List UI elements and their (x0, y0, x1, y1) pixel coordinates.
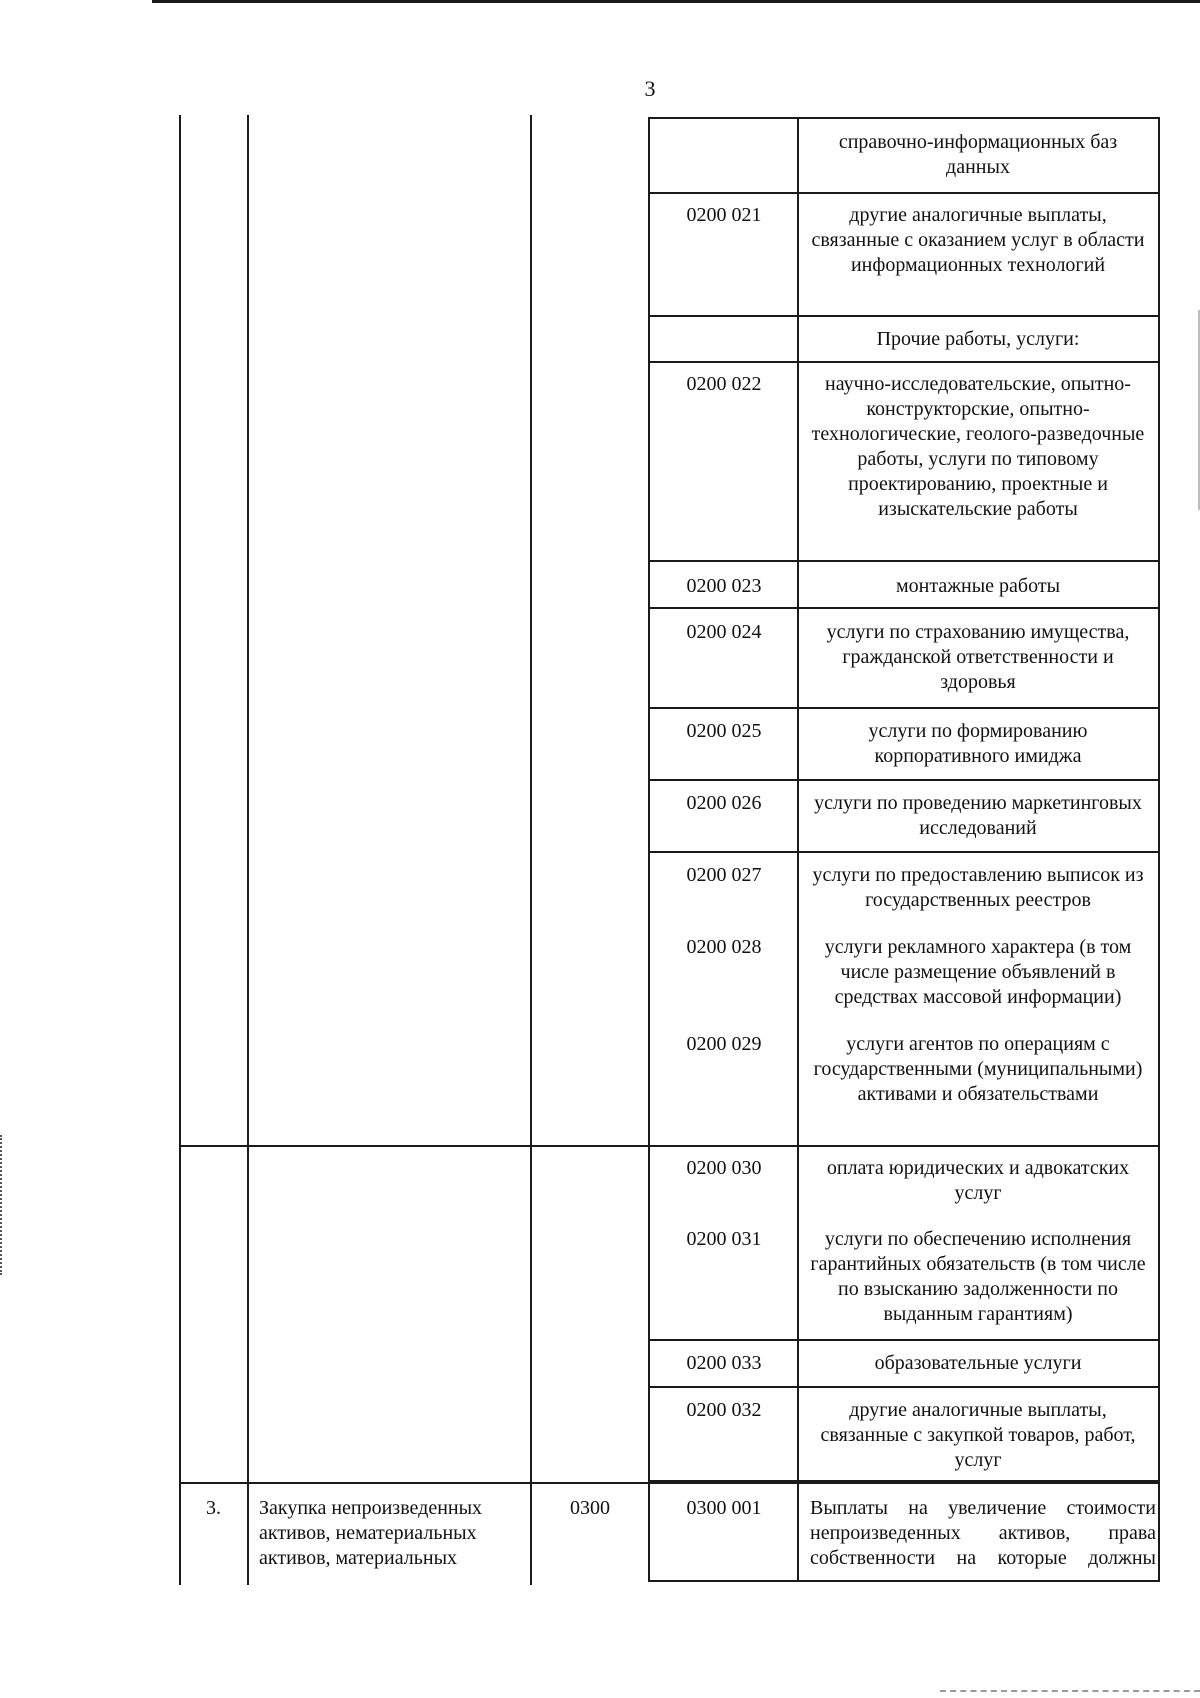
grid-line (648, 361, 1160, 363)
row-description: услуги по обеспечению исполнения гарантийных обязательств (в том числе по взысканию задолженности по выданным гарантиям) (810, 1228, 1146, 1325)
grid-line (648, 192, 1160, 194)
row-code: 0200 023 (686, 575, 762, 597)
grid-line (648, 851, 1160, 853)
grid-line (648, 607, 1160, 609)
row-description: услуги по страхованию имущества, гражданской ответственности и здоровья (826, 621, 1130, 693)
grid-line (648, 560, 1160, 562)
top-rule (152, 0, 1200, 3)
row-code: 0200 026 (686, 792, 762, 814)
row-code: 0200 029 (686, 1033, 762, 1055)
row-code: 0200 030 (686, 1157, 762, 1179)
row-code: 0200 025 (686, 720, 762, 742)
row-description: услуги по проведению маркетинговых исследований (814, 792, 1142, 839)
row-description: услуги по предоставлению выписок из государственных реестров (812, 864, 1144, 911)
grid-line (1158, 117, 1160, 1581)
row-description: другие аналогичные выплаты, связанные с оказанием услуг в области информационных технологий (811, 204, 1145, 276)
grid-line (530, 115, 532, 1585)
row-code: 0200 024 (686, 621, 762, 643)
section-number: 3. (206, 1497, 221, 1519)
section-description: Выплаты на увеличение стоимости непроизведенных активов, права собственности на которые должны (810, 1497, 1156, 1569)
row-description: услуги рекламного характера (в том числе размещение объявлений в средствах массовой информации) (824, 936, 1132, 1008)
row-description: другие аналогичные выплаты, связанные с закупкой товаров, работ, услуг (820, 1399, 1136, 1471)
row-code: 0200 032 (686, 1399, 762, 1421)
page-number: 3 (644, 76, 656, 101)
grid-line (179, 1145, 1160, 1147)
section-group-code: 0300 (570, 1497, 610, 1519)
row-description: справочно-информационных баз данных (838, 131, 1118, 178)
row-code: 0200 027 (686, 864, 762, 886)
row-code: 0200 028 (686, 936, 762, 958)
grid-line (648, 315, 1160, 317)
grid-line (648, 117, 1160, 119)
row-code: 0200 022 (686, 373, 762, 395)
grid-line (648, 1339, 1160, 1341)
row-code: 0200 031 (686, 1228, 762, 1250)
row-description: монтажные работы (895, 575, 1061, 597)
row-code: 0200 033 (686, 1352, 762, 1374)
section-code: 0300 001 (686, 1497, 762, 1519)
grid-line (179, 115, 181, 1585)
grid-line (648, 707, 1160, 709)
grid-line (179, 1482, 1160, 1484)
grid-line (648, 779, 1160, 781)
row-description: образовательные услуги (874, 1352, 1082, 1374)
row-description: оплата юридических и адвокатских услуг (826, 1157, 1130, 1204)
row-description: услуги агентов по операциям с государственными (муниципальными) активами и обязательствами (813, 1033, 1143, 1105)
row-description: Прочие работы, услуги: (876, 328, 1080, 350)
scan-edge-mark (0, 1135, 4, 1275)
grid-line (247, 115, 249, 1585)
section-name: Закупка непроизведенных активов, нематериальных активов, материальных (259, 1497, 483, 1569)
row-description: услуги по формированию корпоративного имиджа (868, 720, 1088, 767)
row-description: научно-исследовательские, опытно-конструкторские, опытно-технологические, геолого-разведочные работы, услуги по типовому проектированию, проектные и изыскательские работы (811, 373, 1145, 520)
scan-edge-mark (940, 1690, 1200, 1696)
row-code: 0200 021 (686, 204, 762, 226)
grid-line (648, 1386, 1160, 1388)
grid-line (648, 1580, 1160, 1582)
